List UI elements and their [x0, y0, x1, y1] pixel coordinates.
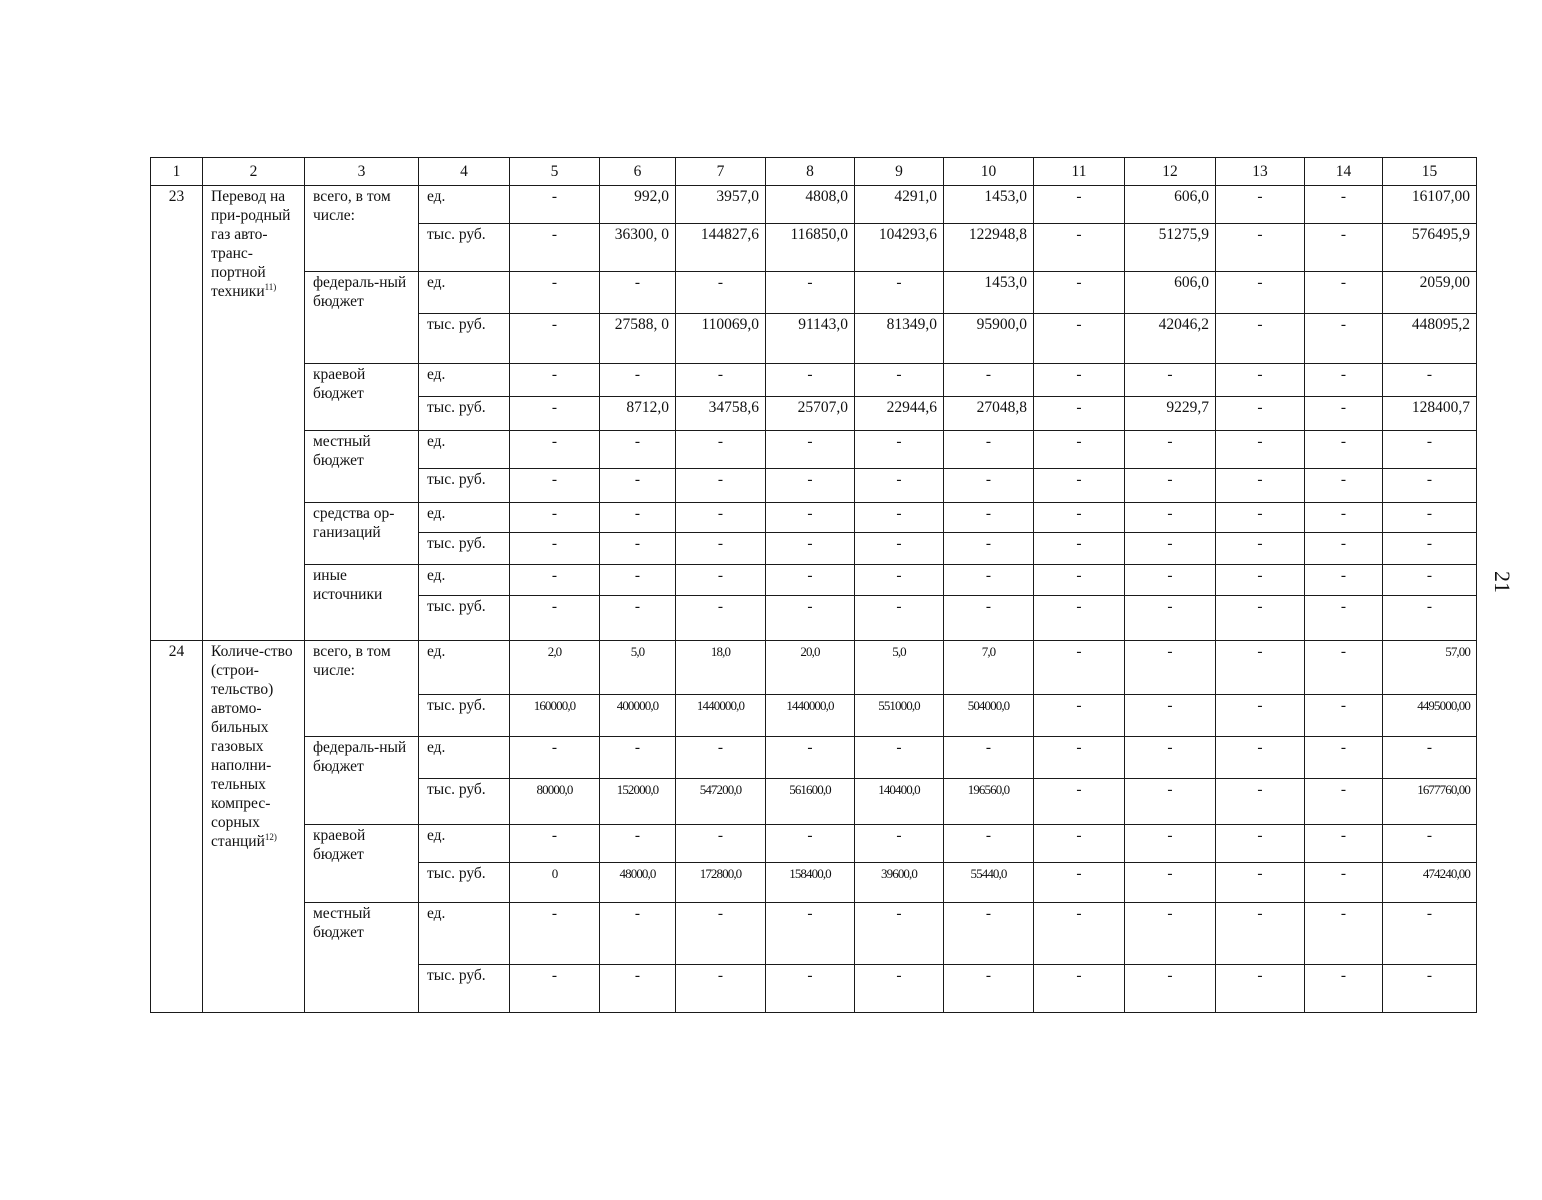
- value-cell: -: [766, 431, 855, 469]
- value-cell: -: [1216, 737, 1305, 779]
- value-cell: -: [600, 503, 676, 533]
- value-cell: -: [1034, 779, 1125, 825]
- value-cell: -: [944, 596, 1034, 641]
- value-cell: 20,0: [766, 641, 855, 695]
- value-cell: -: [600, 364, 676, 397]
- funding-source: краевой бюджет: [305, 364, 419, 431]
- value-cell: -: [944, 903, 1034, 965]
- value-cell: 547200,0: [676, 779, 766, 825]
- value-cell: 448095,2: [1383, 314, 1477, 364]
- value-cell: 2059,00: [1383, 272, 1477, 314]
- value-cell: -: [510, 469, 600, 503]
- value-cell: -: [1216, 596, 1305, 641]
- value-cell: -: [510, 825, 600, 863]
- value-cell: 16107,00: [1383, 186, 1477, 224]
- measure-title-cell: [203, 641, 305, 1013]
- value-cell: -: [944, 565, 1034, 596]
- unit-cell: ед.: [419, 825, 510, 863]
- unit-cell: тыс. руб.: [419, 397, 510, 431]
- value-cell: -: [676, 596, 766, 641]
- value-cell: -: [1034, 533, 1125, 565]
- unit-cell: тыс. руб.: [419, 314, 510, 364]
- value-cell: -: [676, 364, 766, 397]
- value-cell: -: [1305, 825, 1383, 863]
- value-cell: -: [855, 431, 944, 469]
- unit-cell: ед.: [419, 503, 510, 533]
- value-cell: -: [510, 364, 600, 397]
- value-cell: -: [1216, 903, 1305, 965]
- value-cell: -: [1034, 596, 1125, 641]
- value-cell: -: [1216, 965, 1305, 1013]
- table-row: [151, 503, 1477, 533]
- column-number-header: 5: [510, 158, 600, 186]
- value-cell: -: [1216, 397, 1305, 431]
- value-cell: -: [855, 469, 944, 503]
- value-cell: -: [766, 364, 855, 397]
- funding-source: иные источники: [305, 565, 419, 641]
- value-cell: -: [1125, 503, 1216, 533]
- value-cell: -: [1125, 965, 1216, 1013]
- value-cell: 160000,0: [510, 695, 600, 737]
- value-cell: -: [1216, 863, 1305, 903]
- value-cell: -: [1305, 533, 1383, 565]
- column-number-header: 13: [1216, 158, 1305, 186]
- value-cell: -: [600, 533, 676, 565]
- value-cell: 4495000,00: [1383, 695, 1477, 737]
- value-cell: -: [1305, 641, 1383, 695]
- value-cell: -: [944, 737, 1034, 779]
- value-cell: 606,0: [1125, 186, 1216, 224]
- value-cell: -: [1305, 397, 1383, 431]
- measure-title: Количе-ство (строи-тельство) автомо-бильных газовых наполни-тельных компрес-сорных станций: [211, 643, 293, 850]
- funding-source: местный бюджет: [305, 903, 419, 1013]
- value-cell: -: [510, 965, 600, 1013]
- value-cell: -: [1305, 737, 1383, 779]
- value-cell: -: [1034, 863, 1125, 903]
- value-cell: -: [1383, 364, 1477, 397]
- funding-source: федераль-ный бюджет: [305, 272, 419, 364]
- value-cell: 25707,0: [766, 397, 855, 431]
- header-row: [151, 158, 1477, 186]
- value-cell: -: [1383, 596, 1477, 641]
- value-cell: -: [1216, 503, 1305, 533]
- value-cell: -: [1216, 825, 1305, 863]
- column-number-header: 1: [151, 158, 203, 186]
- value-cell: 144827,6: [676, 224, 766, 272]
- value-cell: -: [510, 533, 600, 565]
- value-cell: 1677760,00: [1383, 779, 1477, 825]
- value-cell: -: [1305, 364, 1383, 397]
- value-cell: -: [510, 503, 600, 533]
- table-row: [151, 186, 1477, 224]
- column-number-header: 10: [944, 158, 1034, 186]
- value-cell: -: [1125, 565, 1216, 596]
- value-cell: -: [855, 903, 944, 965]
- unit-cell: ед.: [419, 737, 510, 779]
- value-cell: -: [676, 737, 766, 779]
- table-row: [151, 272, 1477, 314]
- value-cell: 95900,0: [944, 314, 1034, 364]
- value-cell: -: [510, 314, 600, 364]
- value-cell: -: [1034, 186, 1125, 224]
- value-cell: -: [1383, 825, 1477, 863]
- value-cell: 576495,9: [1383, 224, 1477, 272]
- value-cell: 158400,0: [766, 863, 855, 903]
- value-cell: -: [676, 503, 766, 533]
- value-cell: -: [1216, 431, 1305, 469]
- value-cell: 606,0: [1125, 272, 1216, 314]
- value-cell: -: [676, 272, 766, 314]
- value-cell: -: [510, 596, 600, 641]
- value-cell: -: [1383, 903, 1477, 965]
- table-row: [151, 737, 1477, 779]
- column-number-header: 9: [855, 158, 944, 186]
- value-cell: -: [510, 903, 600, 965]
- value-cell: 474240,00: [1383, 863, 1477, 903]
- column-number-header: 3: [305, 158, 419, 186]
- value-cell: -: [1034, 272, 1125, 314]
- value-cell: 7,0: [944, 641, 1034, 695]
- value-cell: -: [1305, 503, 1383, 533]
- value-cell: -: [1305, 469, 1383, 503]
- value-cell: -: [766, 469, 855, 503]
- value-cell: -: [1216, 565, 1305, 596]
- column-number-header: 14: [1305, 158, 1383, 186]
- table-row: [151, 364, 1477, 397]
- value-cell: -: [1125, 469, 1216, 503]
- value-cell: -: [1216, 364, 1305, 397]
- value-cell: -: [1125, 825, 1216, 863]
- value-cell: -: [1305, 431, 1383, 469]
- value-cell: 1440000,0: [766, 695, 855, 737]
- value-cell: 0: [510, 863, 600, 903]
- table-row: [151, 431, 1477, 469]
- unit-cell: ед.: [419, 186, 510, 224]
- measure-title-cell: [203, 186, 305, 641]
- table-row: [151, 825, 1477, 863]
- value-cell: -: [676, 431, 766, 469]
- value-cell: -: [855, 565, 944, 596]
- column-number-header: 12: [1125, 158, 1216, 186]
- value-cell: 104293,6: [855, 224, 944, 272]
- value-cell: 81349,0: [855, 314, 944, 364]
- value-cell: -: [1383, 431, 1477, 469]
- value-cell: -: [1383, 965, 1477, 1013]
- value-cell: -: [766, 825, 855, 863]
- unit-cell: ед.: [419, 364, 510, 397]
- value-cell: -: [1216, 695, 1305, 737]
- funding-source: местный бюджет: [305, 431, 419, 503]
- value-cell: 8712,0: [600, 397, 676, 431]
- value-cell: -: [1305, 224, 1383, 272]
- unit-cell: тыс. руб.: [419, 695, 510, 737]
- value-cell: -: [510, 272, 600, 314]
- value-cell: -: [1125, 863, 1216, 903]
- value-cell: -: [1034, 903, 1125, 965]
- value-cell: -: [1125, 641, 1216, 695]
- value-cell: 992,0: [600, 186, 676, 224]
- value-cell: -: [766, 272, 855, 314]
- value-cell: -: [1034, 469, 1125, 503]
- value-cell: -: [1125, 364, 1216, 397]
- column-number-header: 2: [203, 158, 305, 186]
- footnote-marker: 11): [264, 281, 277, 292]
- value-cell: 551000,0: [855, 695, 944, 737]
- value-cell: 4808,0: [766, 186, 855, 224]
- value-cell: -: [855, 596, 944, 641]
- value-cell: -: [944, 965, 1034, 1013]
- value-cell: -: [1305, 272, 1383, 314]
- value-cell: -: [855, 965, 944, 1013]
- value-cell: -: [1305, 596, 1383, 641]
- measure-title: Перевод на при-родный газ авто-транс-портной техники: [211, 188, 291, 300]
- value-cell: -: [944, 469, 1034, 503]
- value-cell: -: [600, 596, 676, 641]
- value-cell: -: [600, 469, 676, 503]
- value-cell: 400000,0: [600, 695, 676, 737]
- value-cell: -: [676, 469, 766, 503]
- value-cell: -: [1216, 272, 1305, 314]
- unit-cell: тыс. руб.: [419, 533, 510, 565]
- column-number-header: 4: [419, 158, 510, 186]
- value-cell: -: [600, 272, 676, 314]
- value-cell: -: [1305, 565, 1383, 596]
- value-cell: 140400,0: [855, 779, 944, 825]
- value-cell: 91143,0: [766, 314, 855, 364]
- value-cell: -: [1034, 965, 1125, 1013]
- value-cell: 5,0: [855, 641, 944, 695]
- value-cell: -: [1216, 224, 1305, 272]
- value-cell: -: [855, 737, 944, 779]
- value-cell: -: [510, 397, 600, 431]
- value-cell: -: [1383, 565, 1477, 596]
- page-number: 21: [1490, 571, 1515, 593]
- value-cell: -: [766, 565, 855, 596]
- value-cell: 34758,6: [676, 397, 766, 431]
- value-cell: -: [1216, 186, 1305, 224]
- value-cell: 5,0: [600, 641, 676, 695]
- value-cell: -: [676, 965, 766, 1013]
- value-cell: 18,0: [676, 641, 766, 695]
- value-cell: 42046,2: [1125, 314, 1216, 364]
- value-cell: -: [855, 503, 944, 533]
- value-cell: -: [600, 431, 676, 469]
- value-cell: -: [944, 364, 1034, 397]
- value-cell: -: [1034, 825, 1125, 863]
- value-cell: 51275,9: [1125, 224, 1216, 272]
- table-row: [151, 565, 1477, 596]
- value-cell: 172800,0: [676, 863, 766, 903]
- value-cell: -: [1125, 779, 1216, 825]
- value-cell: -: [1216, 314, 1305, 364]
- value-cell: -: [1305, 965, 1383, 1013]
- value-cell: -: [1305, 863, 1383, 903]
- row-number: 23: [151, 186, 203, 641]
- value-cell: -: [1034, 397, 1125, 431]
- value-cell: -: [1034, 737, 1125, 779]
- funding-source: всего, в том числе:: [305, 186, 419, 272]
- value-cell: 196560,0: [944, 779, 1034, 825]
- value-cell: 2,0: [510, 641, 600, 695]
- value-cell: -: [1216, 641, 1305, 695]
- funding-source: федераль-ный бюджет: [305, 737, 419, 825]
- value-cell: -: [766, 533, 855, 565]
- table-row: [151, 641, 1477, 695]
- value-cell: 3957,0: [676, 186, 766, 224]
- value-cell: -: [1383, 737, 1477, 779]
- value-cell: 1453,0: [944, 272, 1034, 314]
- value-cell: -: [1125, 695, 1216, 737]
- value-cell: -: [1034, 641, 1125, 695]
- value-cell: -: [676, 565, 766, 596]
- value-cell: -: [766, 903, 855, 965]
- value-cell: -: [1034, 565, 1125, 596]
- value-cell: 561600,0: [766, 779, 855, 825]
- value-cell: -: [944, 503, 1034, 533]
- value-cell: -: [1216, 779, 1305, 825]
- column-number-header: 15: [1383, 158, 1477, 186]
- value-cell: -: [1125, 596, 1216, 641]
- value-cell: -: [1125, 533, 1216, 565]
- value-cell: 1453,0: [944, 186, 1034, 224]
- value-cell: -: [855, 272, 944, 314]
- value-cell: 9229,7: [1125, 397, 1216, 431]
- unit-cell: тыс. руб.: [419, 469, 510, 503]
- column-number-header: 6: [600, 158, 676, 186]
- value-cell: -: [766, 596, 855, 641]
- value-cell: 22944,6: [855, 397, 944, 431]
- value-cell: 55440,0: [944, 863, 1034, 903]
- value-cell: 27588, 0: [600, 314, 676, 364]
- value-cell: -: [1383, 503, 1477, 533]
- value-cell: 110069,0: [676, 314, 766, 364]
- value-cell: -: [1305, 314, 1383, 364]
- value-cell: -: [676, 825, 766, 863]
- value-cell: -: [766, 965, 855, 1013]
- unit-cell: ед.: [419, 272, 510, 314]
- value-cell: -: [676, 533, 766, 565]
- unit-cell: ед.: [419, 641, 510, 695]
- value-cell: -: [1305, 779, 1383, 825]
- funding-source: краевой бюджет: [305, 825, 419, 903]
- value-cell: -: [510, 431, 600, 469]
- value-cell: -: [1305, 695, 1383, 737]
- table-row: [151, 903, 1477, 965]
- unit-cell: тыс. руб.: [419, 779, 510, 825]
- column-number-header: 8: [766, 158, 855, 186]
- value-cell: -: [676, 903, 766, 965]
- value-cell: -: [1125, 737, 1216, 779]
- row-number: 24: [151, 641, 203, 1013]
- unit-cell: ед.: [419, 565, 510, 596]
- value-cell: 36300, 0: [600, 224, 676, 272]
- column-number-header: 11: [1034, 158, 1125, 186]
- value-cell: -: [1034, 431, 1125, 469]
- unit-cell: ед.: [419, 431, 510, 469]
- funding-source: средства ор-ганизаций: [305, 503, 419, 565]
- value-cell: -: [855, 533, 944, 565]
- value-cell: -: [1034, 314, 1125, 364]
- unit-cell: тыс. руб.: [419, 224, 510, 272]
- value-cell: -: [944, 431, 1034, 469]
- value-cell: 39600,0: [855, 863, 944, 903]
- value-cell: -: [1034, 364, 1125, 397]
- value-cell: -: [1305, 903, 1383, 965]
- value-cell: -: [510, 224, 600, 272]
- value-cell: -: [1216, 533, 1305, 565]
- unit-cell: тыс. руб.: [419, 863, 510, 903]
- value-cell: -: [600, 825, 676, 863]
- value-cell: 122948,8: [944, 224, 1034, 272]
- value-cell: 128400,7: [1383, 397, 1477, 431]
- value-cell: -: [600, 903, 676, 965]
- value-cell: -: [1034, 503, 1125, 533]
- funding-source: всего, в том числе:: [305, 641, 419, 737]
- footnote-marker: 12): [264, 831, 277, 842]
- value-cell: -: [1383, 533, 1477, 565]
- value-cell: -: [1125, 431, 1216, 469]
- unit-cell: ед.: [419, 903, 510, 965]
- value-cell: -: [766, 737, 855, 779]
- value-cell: -: [510, 186, 600, 224]
- value-cell: 48000,0: [600, 863, 676, 903]
- funding-table: [150, 157, 1477, 1013]
- value-cell: 57,00: [1383, 641, 1477, 695]
- value-cell: -: [600, 565, 676, 596]
- value-cell: 1440000,0: [676, 695, 766, 737]
- value-cell: 4291,0: [855, 186, 944, 224]
- value-cell: -: [1034, 224, 1125, 272]
- value-cell: -: [1125, 903, 1216, 965]
- column-number-header: 7: [676, 158, 766, 186]
- value-cell: -: [1383, 469, 1477, 503]
- value-cell: -: [1034, 695, 1125, 737]
- value-cell: -: [855, 825, 944, 863]
- value-cell: -: [510, 737, 600, 779]
- value-cell: -: [510, 565, 600, 596]
- value-cell: -: [944, 825, 1034, 863]
- value-cell: 504000,0: [944, 695, 1034, 737]
- value-cell: -: [1305, 186, 1383, 224]
- unit-cell: тыс. руб.: [419, 965, 510, 1013]
- value-cell: -: [944, 533, 1034, 565]
- value-cell: 80000,0: [510, 779, 600, 825]
- value-cell: -: [600, 965, 676, 1013]
- value-cell: 152000,0: [600, 779, 676, 825]
- value-cell: 116850,0: [766, 224, 855, 272]
- value-cell: 27048,8: [944, 397, 1034, 431]
- unit-cell: тыс. руб.: [419, 596, 510, 641]
- value-cell: -: [766, 503, 855, 533]
- value-cell: -: [855, 364, 944, 397]
- value-cell: -: [600, 737, 676, 779]
- value-cell: -: [1216, 469, 1305, 503]
